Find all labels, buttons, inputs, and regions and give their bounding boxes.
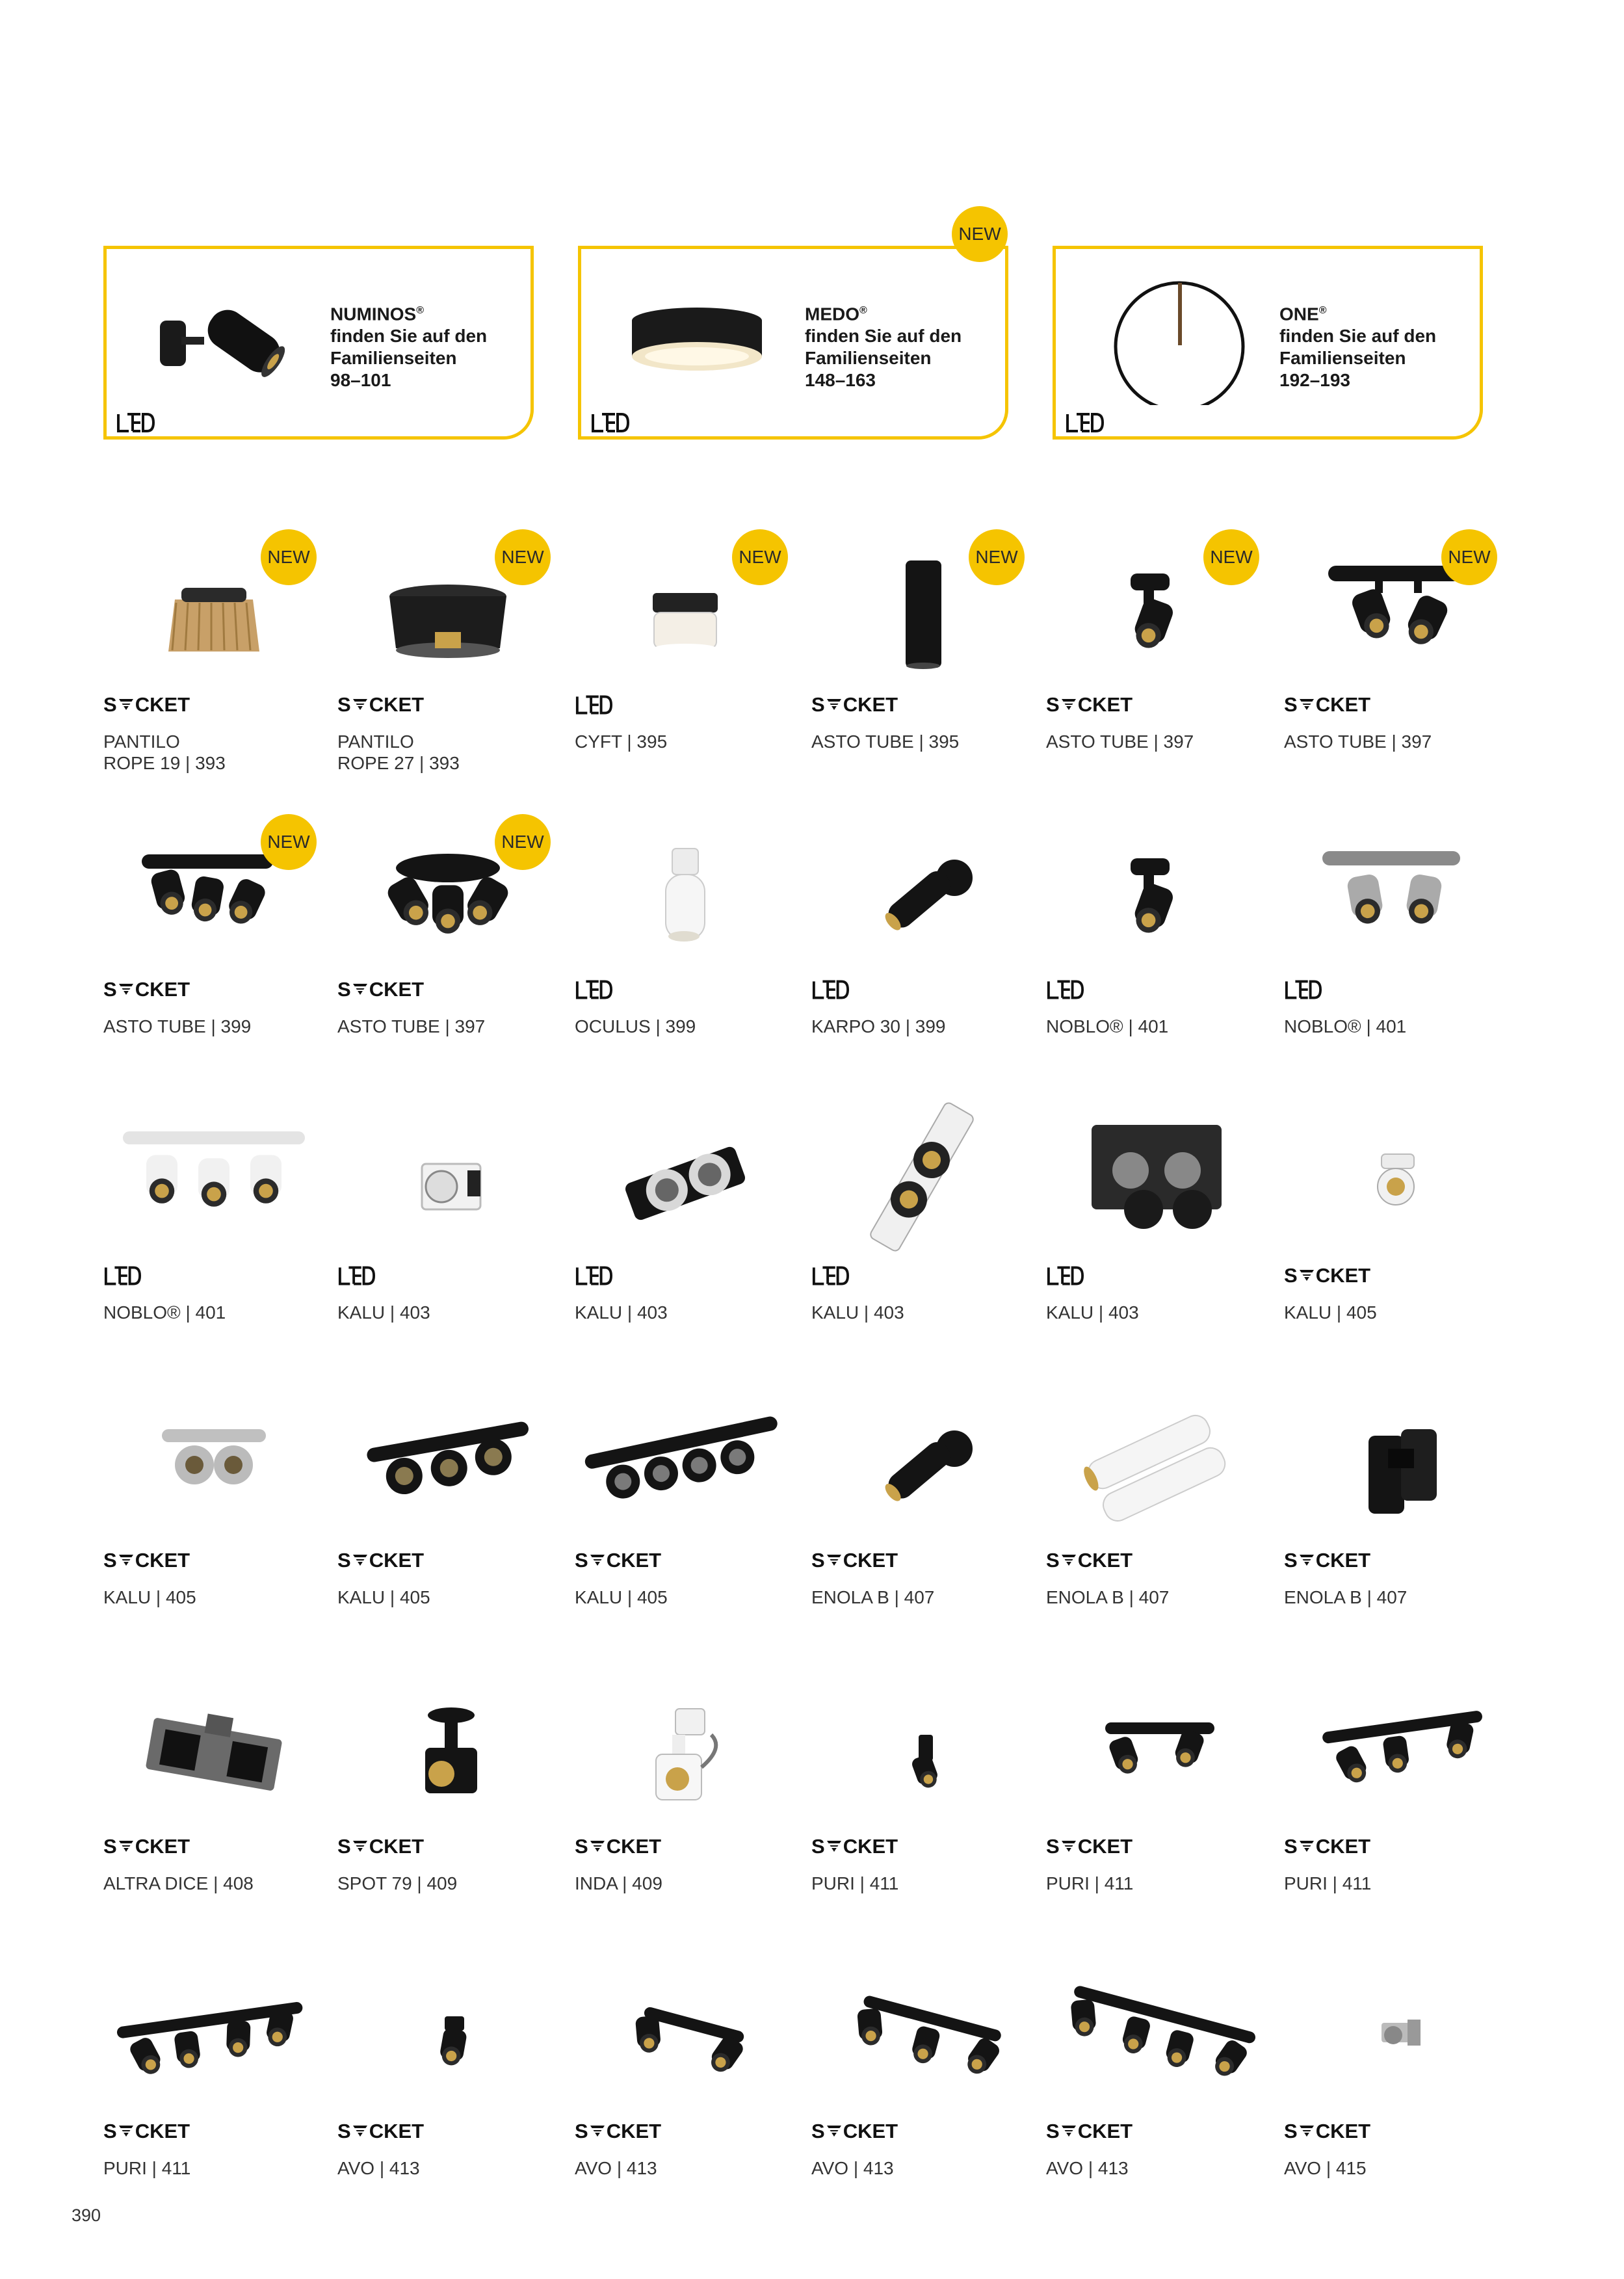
product-image (811, 1384, 1032, 1540)
product-card[interactable] (1046, 1099, 1267, 1372)
product-card[interactable] (575, 1955, 796, 2228)
product-image (337, 1384, 558, 1540)
product-card[interactable] (1046, 528, 1267, 801)
product-name: KALU | 405 (103, 1587, 196, 1607)
product-name: KALU | 403 (1046, 1302, 1139, 1323)
socket-icon: S CKET (103, 693, 190, 716)
page-number: 390 (72, 2206, 101, 2225)
product-name: ENOLA B | 407 (1284, 1587, 1408, 1607)
product-name: ASTO TUBE | 397 (337, 1016, 486, 1036)
product-image (1046, 1955, 1267, 2111)
product-name: KALU | 403 (337, 1302, 430, 1323)
product-name: CYFT | 395 (575, 731, 668, 752)
led-icon (116, 412, 155, 434)
product-image (337, 1955, 558, 2111)
product-name: KALU | 403 (811, 1302, 904, 1323)
product-name: PURI | 411 (103, 2158, 191, 2178)
family-text-one: ONE® finden Sie auf den Familienseiten 192–193 (1279, 304, 1437, 391)
product-image (811, 1670, 1032, 1826)
medo-lamp-image (620, 275, 776, 405)
family-text-medo: MEDO® finden Sie auf den Familienseiten 148–163 (805, 304, 962, 391)
one-lamp-image (1095, 275, 1251, 405)
product-name: ENOLA B | 407 (811, 1587, 935, 1607)
product-name: SPOT 79 | 409 (337, 1873, 458, 1893)
socket-icon: S CKET (103, 978, 190, 1001)
socket-icon: S CKET (337, 1835, 425, 1858)
product-name: ASTO TUBE | 397 (1284, 731, 1432, 752)
product-card[interactable] (337, 813, 558, 1086)
socket-icon: S CKET (1046, 2120, 1133, 2142)
product-name: PANTILO ROPE 27 | 393 (337, 731, 460, 773)
product-image (811, 1099, 1032, 1255)
socket-icon: S CKET (337, 978, 425, 1001)
product-name: KALU | 403 (575, 1302, 668, 1323)
socket-icon: S CKET (1046, 1549, 1133, 1572)
product-name: NOBLO® | 401 (1284, 1016, 1407, 1036)
product-name: ENOLA B | 407 (1046, 1587, 1170, 1607)
led-icon (811, 1265, 849, 1287)
product-card[interactable] (575, 813, 796, 1086)
socket-icon: S CKET (1284, 2120, 1371, 2142)
product-name: KARPO 30 | 399 (811, 1016, 946, 1036)
product-image (1046, 1099, 1267, 1255)
product-card[interactable] (1284, 1384, 1505, 1657)
product-name: AVO | 415 (1284, 2158, 1367, 2178)
socket-icon: S CKET (811, 2120, 898, 2142)
product-card[interactable] (337, 1384, 558, 1657)
product-image (811, 813, 1032, 969)
product-name: PURI | 411 (1046, 1873, 1134, 1893)
product-name: PANTILO ROPE 19 | 393 (103, 731, 226, 773)
led-icon (1065, 412, 1104, 434)
product-card[interactable] (575, 1670, 796, 1943)
socket-icon: S CKET (337, 1549, 425, 1572)
product-card[interactable] (811, 1955, 1032, 2228)
product-name: ASTO TUBE | 399 (103, 1016, 252, 1036)
product-image (337, 1099, 558, 1255)
led-icon (1046, 1265, 1084, 1287)
product-card[interactable] (103, 528, 324, 801)
led-icon (590, 412, 629, 434)
product-card[interactable] (337, 1670, 558, 1943)
socket-icon: S CKET (1046, 693, 1133, 716)
product-card[interactable] (811, 1099, 1032, 1372)
product-name: KALU | 405 (337, 1587, 430, 1607)
product-card[interactable] (103, 1384, 324, 1657)
new-badge: NEW (969, 529, 1025, 585)
socket-icon: S CKET (575, 1549, 662, 1572)
product-card[interactable] (1046, 813, 1267, 1086)
product-name: NOBLO® | 401 (1046, 1016, 1169, 1036)
product-card[interactable] (1046, 1384, 1267, 1657)
led-icon (811, 979, 849, 1001)
product-card[interactable] (1046, 1670, 1267, 1943)
family-box-one[interactable] (1053, 246, 1483, 440)
product-image (337, 1670, 558, 1826)
product-name: ASTO TUBE | 395 (811, 731, 960, 752)
new-badge: NEW (261, 814, 317, 870)
socket-icon: S CKET (103, 2120, 190, 2142)
product-card[interactable] (103, 1670, 324, 1943)
product-card[interactable] (1284, 1955, 1505, 2228)
family-box-numinos[interactable] (103, 246, 534, 440)
product-card[interactable] (575, 1099, 796, 1372)
socket-icon: S CKET (103, 1549, 190, 1572)
led-icon (1046, 979, 1084, 1001)
product-image (1046, 1670, 1267, 1826)
product-name: AVO | 413 (337, 2158, 420, 2178)
product-card[interactable] (811, 813, 1032, 1086)
socket-icon: S CKET (575, 1835, 662, 1858)
product-name: OCULUS | 399 (575, 1016, 696, 1036)
product-card[interactable] (811, 1670, 1032, 1943)
new-badge: NEW (495, 529, 551, 585)
product-card[interactable] (811, 528, 1032, 801)
product-card[interactable] (103, 813, 324, 1086)
socket-icon: S CKET (1284, 1835, 1371, 1858)
socket-icon: S CKET (1284, 1549, 1371, 1572)
socket-icon: S CKET (337, 2120, 425, 2142)
new-badge: NEW (1441, 529, 1497, 585)
socket-icon: S CKET (103, 1835, 190, 1858)
product-name: AVO | 413 (1046, 2158, 1129, 2178)
product-name: ALTRA DICE | 408 (103, 1873, 254, 1893)
product-image (103, 1670, 324, 1826)
socket-icon: S CKET (811, 693, 898, 716)
product-name: PURI | 411 (1284, 1873, 1372, 1893)
product-image (1284, 1099, 1505, 1255)
product-card[interactable] (1284, 813, 1505, 1086)
product-card[interactable] (575, 1384, 796, 1657)
led-icon (103, 1265, 141, 1287)
product-image (575, 1955, 796, 2111)
product-card[interactable] (103, 1099, 324, 1372)
product-name: INDA | 409 (575, 1873, 662, 1893)
led-icon (575, 694, 612, 716)
socket-icon: S CKET (1046, 1835, 1133, 1858)
new-badge: NEW (732, 529, 788, 585)
product-card[interactable] (103, 1955, 324, 2228)
product-image (1284, 813, 1505, 969)
product-image (1284, 1670, 1505, 1826)
socket-icon: S CKET (811, 1549, 898, 1572)
product-image (1046, 1384, 1267, 1540)
product-card[interactable] (811, 1384, 1032, 1657)
product-image (103, 1955, 324, 2111)
product-card[interactable] (337, 1955, 558, 2228)
product-card[interactable] (1284, 1099, 1505, 1372)
led-icon (337, 1265, 375, 1287)
product-name: AVO | 413 (811, 2158, 894, 2178)
new-badge: NEW (261, 529, 317, 585)
product-image (1284, 1384, 1505, 1540)
led-icon (575, 1265, 612, 1287)
product-name: KALU | 405 (1284, 1302, 1377, 1323)
new-badge: NEW (1203, 529, 1259, 585)
socket-icon: S CKET (1284, 693, 1371, 716)
socket-icon: S CKET (575, 2120, 662, 2142)
socket-icon: S CKET (811, 1835, 898, 1858)
family-box-medo[interactable] (578, 224, 1008, 440)
family-text-numinos: NUMINOS® finden Sie auf den Familienseiten 98–101 (330, 304, 488, 391)
new-badge: NEW (495, 814, 551, 870)
product-name: KALU | 405 (575, 1587, 668, 1607)
product-name: ASTO TUBE | 397 (1046, 731, 1194, 752)
led-icon (1284, 979, 1322, 1001)
product-image (575, 1099, 796, 1255)
product-card[interactable] (337, 528, 558, 801)
socket-icon: S CKET (337, 693, 425, 716)
product-name: PURI | 411 (811, 1873, 899, 1893)
product-card[interactable] (337, 1099, 558, 1372)
product-card[interactable] (575, 528, 796, 801)
product-image (575, 1670, 796, 1826)
product-card[interactable] (1046, 1955, 1267, 2228)
product-card[interactable] (1284, 528, 1505, 801)
product-image (103, 1384, 324, 1540)
socket-icon: S CKET (1284, 1264, 1371, 1287)
numinos-lamp-image (146, 275, 302, 405)
product-image (1284, 1955, 1505, 2111)
product-image (103, 1099, 324, 1255)
new-badge: NEW (952, 206, 1008, 262)
product-image (1046, 813, 1267, 969)
product-name: NOBLO® | 401 (103, 1302, 226, 1323)
product-card[interactable] (1284, 1670, 1505, 1943)
product-image (575, 1384, 796, 1540)
led-icon (575, 979, 612, 1001)
product-image (811, 1955, 1032, 2111)
product-image (575, 813, 796, 969)
product-name: AVO | 413 (575, 2158, 657, 2178)
